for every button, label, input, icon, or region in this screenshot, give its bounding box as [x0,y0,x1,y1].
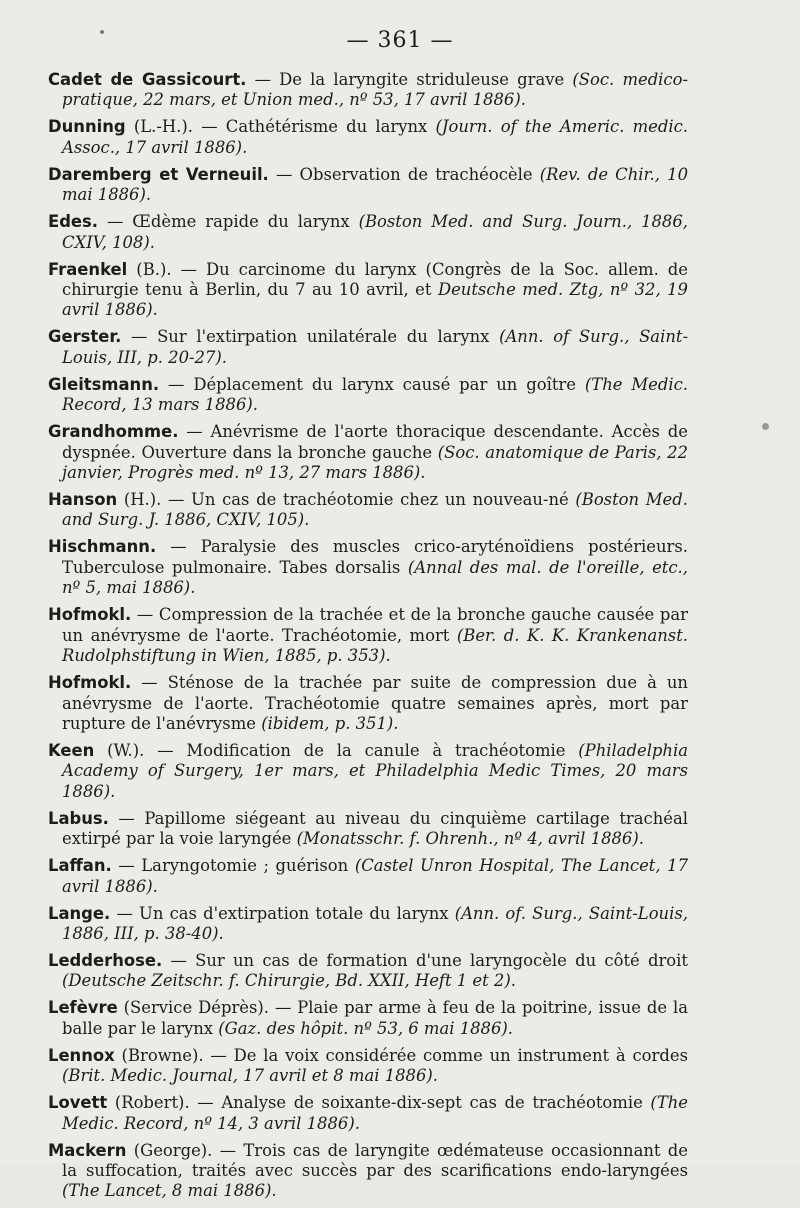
entry-author: Hanson [48,490,118,510]
entry-author: Fraenkel [48,259,128,279]
entry-text: — Sténose de la trachée par suite de compression due à un anévrysme de l'aorte. Trachéotomie quatre semaines après, mort par rupture de l'anévrysme [62,673,688,733]
entry-text: — Cathétérisme du larynx [201,117,428,137]
bibliography-entry [48,375,688,416]
entry-text: — Sur un cas de formation d'une laryngocèle du côté droit [170,950,688,970]
bibliography-entry [48,809,688,850]
entry-author: Mackern [48,1140,127,1160]
entry-author: Cadet de Gassicourt. [48,70,247,89]
entry-text: — Déplacement du larynx causé par un goître [168,374,576,394]
entry-source: (Boston Med. and Surg. J. 1886, CXIV, 105). [62,490,688,530]
bibliography-entry [48,260,688,321]
bibliography-entry [48,1093,688,1134]
entry-author: Labus. [48,808,109,828]
entry-source: (Monatsschr. f. Ohrenh., nº 4, avril 1886). [296,829,644,849]
entry-text: — Plaie par arme à feu de la poitrine, issue de la balle par le larynx [62,998,689,1038]
bibliography-entry [48,605,688,666]
bibliography-entry [48,422,688,483]
entry-text: — Observation de trachéocèle [275,164,533,184]
entry-initials: (L.-H.). [133,117,193,137]
entry-author: Keen [48,740,95,760]
entry-text: — Sur l'extirpation unilatérale du larynx [131,327,490,347]
entry-text: — Anévrisme de l'aorte thoracique descendante. Accès de dyspnée. Ouverture dans la bronche gauche [62,422,688,462]
entry-source: (Rev. de Chir., 10 mai 1886). [62,164,688,205]
entry-source: (Boston Med. and Surg. Journ., 1886, CXIV, 108). [62,212,689,252]
bibliography-entry [48,951,688,992]
bibliography-entry [48,856,688,897]
bibliography-entry [48,998,688,1039]
entry-author: Gleitsmann. [48,374,160,394]
bibliography-entry [48,1046,688,1087]
entry-initials: (B.). [136,259,172,279]
entry-author: Lange. [48,903,111,923]
entry-initials: (George). [133,1140,213,1160]
bibliography-entry [48,673,688,734]
bibliography-entry [48,327,688,368]
bibliography-entry [48,212,688,253]
entry-author: Grandhomme. [48,422,179,442]
entry-initials: (Robert). [114,1093,190,1113]
entry-initials: (Browne). [121,1045,204,1065]
bibliography-entry [48,70,688,111]
entry-text: — Compression de la trachée et de la bronche gauche causée par un anévrysme de l'aorte. Trachéotomie, mort [62,605,688,645]
bibliography-entry [48,117,688,158]
entry-initials: (H.). [123,490,162,510]
entry-source: (Ber. d. K. K. Krankenanst. Rudolphstiftung in Wien, 1885, p. 353). [62,625,688,666]
entry-author: Daremberg et Verneuil. [48,164,269,184]
entry-text: — De la voix considérée comme un instrument à cordes [210,1045,688,1065]
bibliography-entry [48,741,688,802]
entry-source: (Soc. anatomique de Paris, 22 janvier, Progrès med. nº 13, 27 mars 1886). [62,442,688,483]
entry-author: Hofmokl. [48,673,132,693]
entry-source: (The Medic. Record, 13 mars 1886). [62,374,688,415]
entry-author: Hischmann. [48,537,157,557]
bibliography-list [48,70,688,1208]
bibliography-entry [48,1141,688,1202]
entry-author: Lennox [48,1045,115,1065]
entry-text: — Modification de la canule à trachéotomie [157,740,566,760]
entry-source: (Gaz. des hôpit. nº 53, 6 mai 1886). [218,1018,514,1038]
entry-source: (Ann. of. Surg., Saint-Louis, 1886, III, p. 38-40). [62,903,688,943]
bibliography-entry [48,537,688,598]
entry-source: Deutsche med. Ztg, nº 32, 19 avril 1886). [62,280,688,320]
entry-text: — Trois cas de laryngite œdémateuse occasionnant de la suffocation, traités avec succès par des scarifications endo-laryngées [62,1140,688,1180]
entry-source: (Philadelphia Academy of Surgery, 1er mars, et Philadelphia Medic Times, 20 mars 1886). [62,740,688,801]
entry-author: Laffan. [48,856,112,876]
entry-text: — Œdème rapide du larynx [106,212,350,232]
entry-text: — Un cas d'extirpation totale du larynx [116,903,449,923]
entry-author: Edes. [48,212,99,232]
entry-source: (Annal des mal. de l'oreille, etc., nº 5, mai 1886). [62,557,688,598]
entry-text: — Paralysie des muscles crico-aryténoïdiens postérieurs. Tuberculose pulmonaire. Tabes dorsalis [62,537,688,577]
entry-source: (The Lancet, 8 mai 1886). [62,1181,277,1201]
entry-text: — De la laryngite striduleuse grave [254,70,565,89]
entry-initials: (Service Déprès). [123,998,269,1018]
bibliography-entry [48,490,688,531]
entry-text: — Analyse de soixante-dix-sept cas de trachéotomie [197,1093,643,1113]
bibliography-entry [48,165,688,206]
entry-source: (The Medic. Record, nº 14, 3 avril 1886). [62,1093,689,1133]
entry-source: (Brit. Medic. Journal, 17 avril et 8 mai 1886). [62,1066,439,1086]
entry-text: — Laryngotomie ; guérison [118,856,349,876]
entry-source: (Deutsche Zeitschr. f. Chirurgie, Bd. XXII, Heft 1 et 2). [62,971,516,991]
entry-initials: (W.). [107,740,145,760]
entry-author: Lovett [48,1093,108,1113]
entry-source: (Castel Unron Hospital, The Lancet, 17 avril 1886). [62,856,688,896]
page-speck [762,423,769,430]
entry-author: Gerster. [48,327,122,347]
entry-source: (Journ. of the Americ. medic. Assoc., 17 avril 1886). [62,117,688,157]
entry-author: Hofmokl. [48,605,132,625]
page-speck [100,30,104,34]
entry-author: Lefèvre [48,998,118,1018]
entry-author: Ledderhose. [48,950,163,970]
entry-source: (ibidem, p. 351). [261,713,399,733]
entry-text: — Papillome siégeant au niveau du cinquième cartilage trachéal extirpé par la voie laryngée [62,808,688,849]
entry-text: — Du carcinome du larynx (Congrès de la Soc. allem. de chirurgie tenu à Berlin, du 7 au 10 avril, et [62,259,688,300]
entry-source: (Ann. of Surg., Saint-Louis, III, p. 20-27). [62,327,688,367]
entry-source: (Soc. medico-pratique, 22 mars, et Union med., nº 53, 17 avril 1886). [62,70,689,110]
entry-author: Dunning [48,117,126,137]
bibliography-entry [48,904,688,945]
entry-text: — Un cas de trachéotomie chez un nouveau-né [168,490,569,510]
page-number: — 361 — [346,28,454,53]
